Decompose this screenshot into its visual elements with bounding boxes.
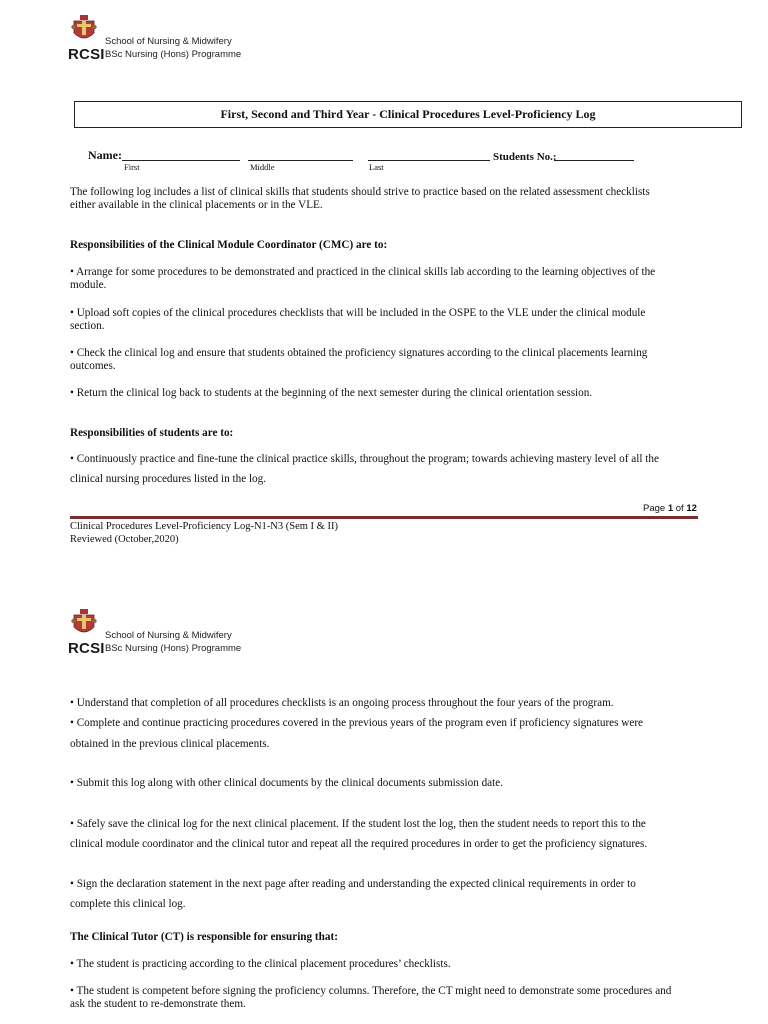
ct-heading: The Clinical Tutor (CT) is responsible for ensuring that:: [70, 931, 338, 943]
p2-bullet-5-line-1: • Sign the declaration statement in the next page after reading and understanding the expected clinical requirements in order to: [70, 878, 636, 890]
rcsi-crest-logo: [71, 609, 97, 639]
p2-bullet-1: • Understand that completion of all procedures checklists is an ongoing process throughout the four years of the program.: [70, 697, 614, 709]
ct-item-1: • The student is practicing according to the clinical placement procedures’ checklists.: [70, 958, 451, 970]
first-name-field[interactable]: [122, 160, 240, 161]
last-name-field[interactable]: [368, 160, 490, 161]
intro-line-1: The following log includes a list of clinical skills that students should strive to practice based on the related assessment checklists: [70, 186, 650, 198]
footer-doc-title: Clinical Procedures Level-Proficiency Log-N1-N3 (Sem I & II): [70, 521, 338, 532]
cmc-heading: Responsibilities of the Clinical Module Coordinator (CMC) are to:: [70, 239, 388, 251]
rcsi-crest-logo: [71, 15, 97, 45]
footer-rule: [70, 516, 698, 519]
p2-bullet-2-line-1: • Complete and continue practicing procedures covered in the previous years of the program even if proficiency signatures were: [70, 717, 644, 729]
p2-bullet-5-line-2: complete this clinical log.: [70, 898, 186, 910]
cmc-item-1-line-2: module.: [70, 279, 107, 291]
rcsi-logo-text: RCSI: [68, 640, 105, 657]
last-caption: Last: [369, 162, 384, 172]
cmc-item-3-line-2: outcomes.: [70, 360, 116, 372]
footer-reviewed: Reviewed (October,2020): [70, 534, 179, 545]
p2-bullet-2-line-2: obtained in the previous clinical placements.: [70, 738, 270, 750]
programme-name: BSc Nursing (Hons) Programme: [105, 643, 242, 654]
cmc-item-1-line-1: • Arrange for some procedures to be demonstrated and practiced in the clinical skills lab according to the learning objectives of the: [70, 266, 656, 278]
cmc-item-4: • Return the clinical log back to students at the beginning of the next semester during the clinical orientation session.: [70, 387, 593, 399]
page-number: Page 1 of 12: [643, 503, 697, 514]
students-heading: Responsibilities of students are to:: [70, 427, 234, 439]
p2-bullet-4-line-1: • Safely save the clinical log for the next clinical placement. If the student lost the log, then the student needs to report this to the: [70, 818, 646, 830]
student-no-label: Students No.:: [493, 151, 557, 163]
p2-bullet-3: • Submit this log along with other clinical documents by the clinical documents submission date.: [70, 777, 504, 789]
ct-item-2-line-1: • The student is competent before signing the proficiency columns. Therefore, the CT might need to demonstrate some procedures and: [70, 985, 672, 997]
first-caption: First: [124, 162, 140, 172]
ct-item-2-line-2: ask the student to re-demonstrate them.: [70, 998, 246, 1010]
middle-name-field[interactable]: [248, 160, 353, 161]
intro-line-2: either available in the clinical placements or in the VLE.: [70, 199, 323, 211]
p2-bullet-4-line-2: clinical module coordinator and the clinical tutor and repeat all the required procedures in order to get the proficiency signatures.: [70, 838, 648, 850]
document-title: First, Second and Third Year - Clinical Procedures Level-Proficiency Log: [74, 101, 742, 128]
cmc-item-3-line-1: • Check the clinical log and ensure that students obtained the proficiency signatures according to the clinical placements learning: [70, 347, 648, 359]
students-item-1-line-1: • Continuously practice and fine-tune the clinical practice skills, throughout the program; towards achieving mastery level of all the: [70, 453, 659, 465]
rcsi-logo-text: RCSI: [68, 46, 105, 63]
cmc-item-2-line-2: section.: [70, 320, 105, 332]
middle-caption: Middle: [250, 162, 275, 172]
name-label: Name:: [88, 148, 122, 162]
students-item-1-line-2: clinical nursing procedures listed in the log.: [70, 473, 267, 485]
school-name: School of Nursing & Midwifery: [105, 630, 232, 641]
programme-name: BSc Nursing (Hons) Programme: [105, 49, 242, 60]
student-no-field[interactable]: [554, 160, 634, 161]
school-name: School of Nursing & Midwifery: [105, 36, 232, 47]
cmc-item-2-line-1: • Upload soft copies of the clinical procedures checklists that will be included in the OSPE to the VLE under the clinical module: [70, 307, 646, 319]
